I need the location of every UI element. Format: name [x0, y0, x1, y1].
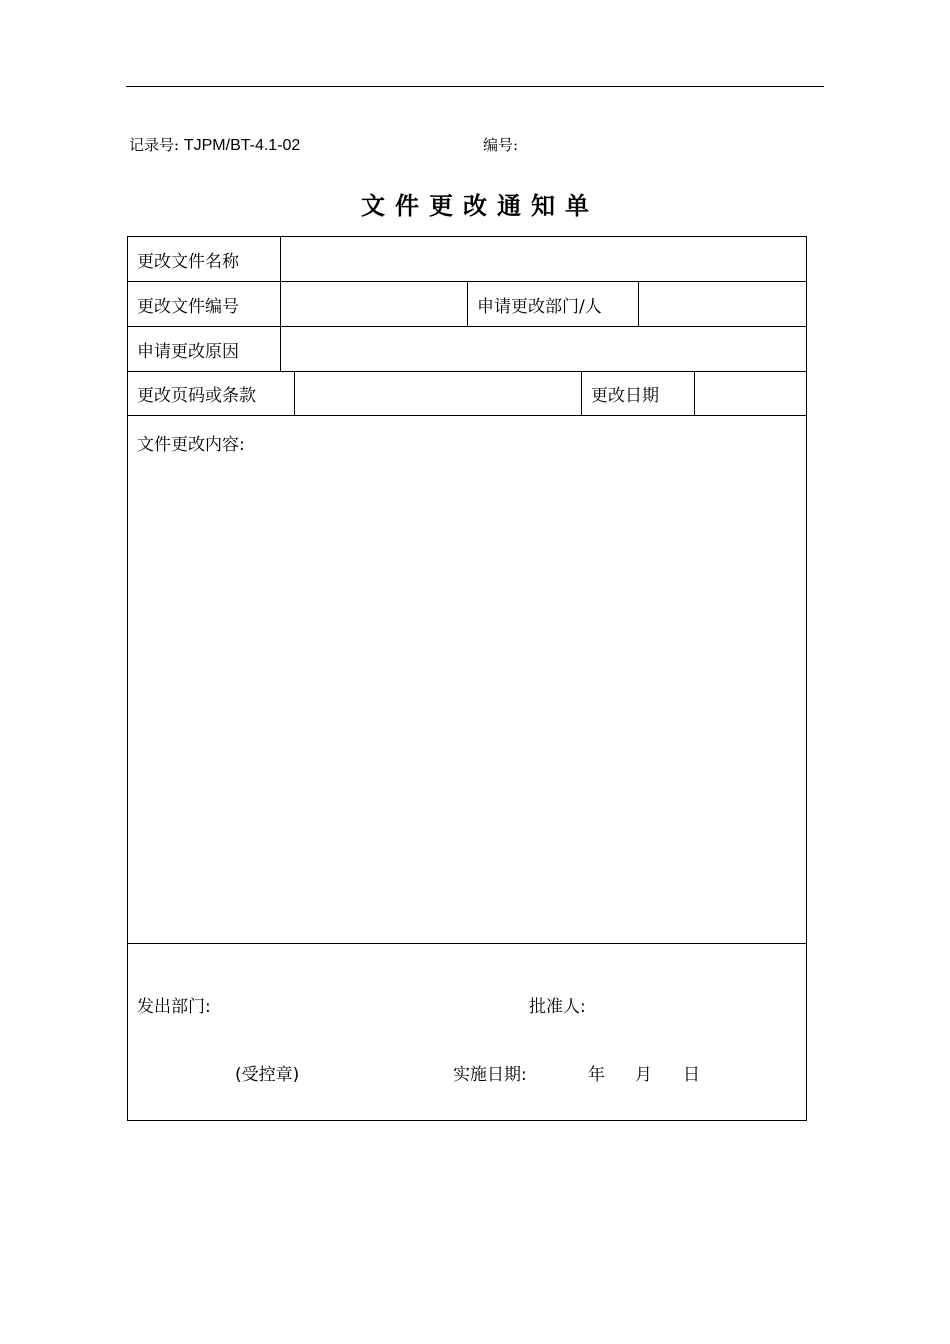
content-label: 文件更改内容:	[137, 435, 245, 455]
day-label: 日	[683, 1065, 700, 1085]
file-name-label: 更改文件名称	[137, 251, 239, 272]
file-name-field[interactable]	[280, 237, 806, 281]
file-number-label: 更改文件编号	[137, 296, 239, 317]
serial-number	[483, 134, 518, 155]
requester-label: 申请更改部门/人	[467, 282, 638, 326]
implement-date-label: 实施日期:	[453, 1065, 527, 1085]
page-clause-label: 更改页码或条款	[137, 386, 256, 406]
change-notice-form	[127, 236, 807, 1121]
serial-number-label: 编号:	[483, 136, 519, 154]
file-number-field[interactable]	[280, 282, 467, 326]
row-file-name	[128, 237, 806, 282]
row-page-clause	[128, 372, 806, 416]
seal-label: (受控章)	[235, 1065, 300, 1085]
row-content	[128, 416, 806, 944]
footer-section	[128, 944, 806, 1120]
row-file-number	[128, 282, 806, 327]
record-number	[129, 134, 300, 155]
change-date-label: 更改日期	[581, 372, 694, 415]
approver-label: 批准人:	[529, 997, 586, 1017]
page-clause-field[interactable]	[294, 372, 581, 415]
record-number-value: TJPM/BT-4.1-02	[183, 137, 301, 154]
month-label: 月	[635, 1065, 652, 1085]
row-reason	[128, 327, 806, 372]
reason-label: 申请更改原因	[137, 341, 239, 362]
record-number-label: 记录号:	[129, 136, 180, 154]
reason-field[interactable]	[280, 327, 806, 371]
header-rule	[126, 86, 824, 87]
change-date-field[interactable]	[694, 372, 806, 415]
requester-field[interactable]	[638, 282, 806, 326]
page-title: 文件更改通知单	[361, 192, 599, 220]
year-label: 年	[588, 1065, 605, 1085]
issuing-dept-label: 发出部门:	[137, 997, 211, 1017]
